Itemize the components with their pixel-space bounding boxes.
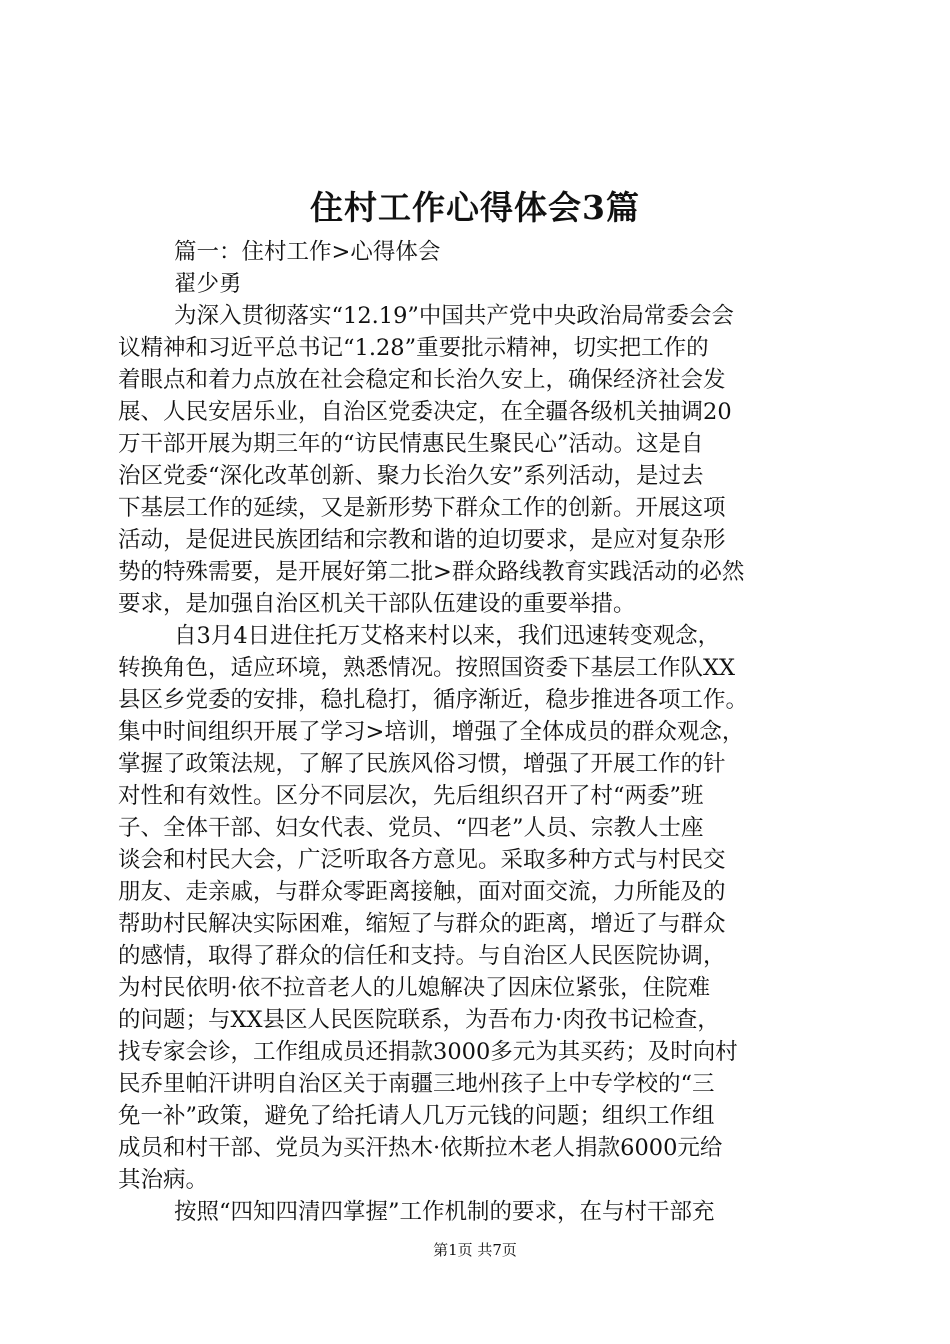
text-line: 要求，是加强自治区机关干部队伍建设的重要举措。 — [118, 591, 636, 617]
text-line: 着眼点和着力点放在社会稳定和长治久安上，确保经济社会发 — [118, 367, 726, 393]
text-line: 翟少勇 — [174, 271, 242, 297]
text-line: 活动，是促进民族团结和宗教和谐的迫切要求，是应对复杂形 — [118, 527, 726, 553]
text-line: 朋友、走亲戚，与群众零距离接触，面对面交流，力所能及的 — [118, 879, 726, 905]
text-line: 为深入贯彻落实“12.19”中国共产党中央政治局常委会会 — [174, 303, 734, 329]
text-line: 对性和有效性。区分不同层次，先后组织召开了村“两委”班 — [118, 783, 704, 809]
text-line: 成员和村干部、党员为买汗热木·依斯拉木老人捐款6000元给 — [118, 1135, 723, 1161]
text-line: 转换角色，适应环境，熟悉情况。按照国资委下基层工作队XX — [118, 655, 736, 681]
text-line: 子、全体干部、妇女代表、党员、“四老”人员、宗教人士座 — [118, 815, 704, 841]
text-line: 的问题；与XX县区人民医院联系，为吾布力·肉孜书记检查， — [118, 1007, 720, 1033]
document-body — [118, 236, 838, 1228]
text-line: 议精神和习近平总书记“1.28”重要批示精神，切实把工作的 — [118, 335, 709, 361]
text-line: 免一补”政策，避免了给托请人几万元钱的问题；组织工作组 — [118, 1103, 715, 1129]
text-line: 万干部开展为期三年的“访民情惠民生聚民心”活动。这是自 — [118, 431, 704, 457]
text-line: 掌握了政策法规，了解了民族风俗习惯，增强了开展工作的针 — [118, 751, 726, 777]
text-line: 篇一：住村工作>心得体会 — [174, 239, 441, 265]
document-title: 住村工作心得体会3篇 — [310, 188, 640, 227]
text-line: 县区乡党委的安排，稳扎稳打，循序渐近，稳步推进各项工作。 — [118, 687, 749, 713]
text-line: 谈会和村民大会，广泛听取各方意见。采取多种方式与村民交 — [118, 847, 726, 873]
text-line: 帮助村民解决实际困难，缩短了与群众的距离，增近了与群众 — [118, 911, 726, 937]
text-line: 民乔里帕汗讲明自治区关于南疆三地州孩子上中专学校的“三 — [118, 1071, 715, 1097]
page-footer: 第1页 共7页 — [433, 1241, 517, 1259]
text-line: 展、人民安居乐业，自治区党委决定，在全疆各级机关抽调20 — [118, 399, 732, 425]
text-line: 下基层工作的延续，又是新形势下群众工作的创新。开展这项 — [118, 495, 726, 521]
text-line: 的感情，取得了群众的信任和支持。与自治区人民医院协调， — [118, 943, 726, 969]
text-line: 势的特殊需要，是开展好第二批>群众路线教育实践活动的必然 — [118, 559, 745, 585]
text-line: 为村民依明·依不拉音老人的儿媳解决了因床位紧张，住院难 — [118, 975, 711, 1001]
text-line: 集中时间组织开展了学习>培训，增强了全体成员的群众观念， — [118, 719, 745, 745]
text-line: 其治病。 — [118, 1167, 209, 1193]
text-line: 自3月4日进住托万艾格来村以来，我们迅速转变观念， — [174, 623, 721, 649]
text-line: 治区党委“深化改革创新、聚力长治久安”系列活动，是过去 — [118, 463, 704, 489]
text-line: 找专家会诊，工作组成员还捐款3000多元为其买药；及时向村 — [118, 1039, 738, 1065]
text-line: 按照“四知四清四掌握”工作机制的要求，在与村干部充 — [174, 1199, 715, 1225]
